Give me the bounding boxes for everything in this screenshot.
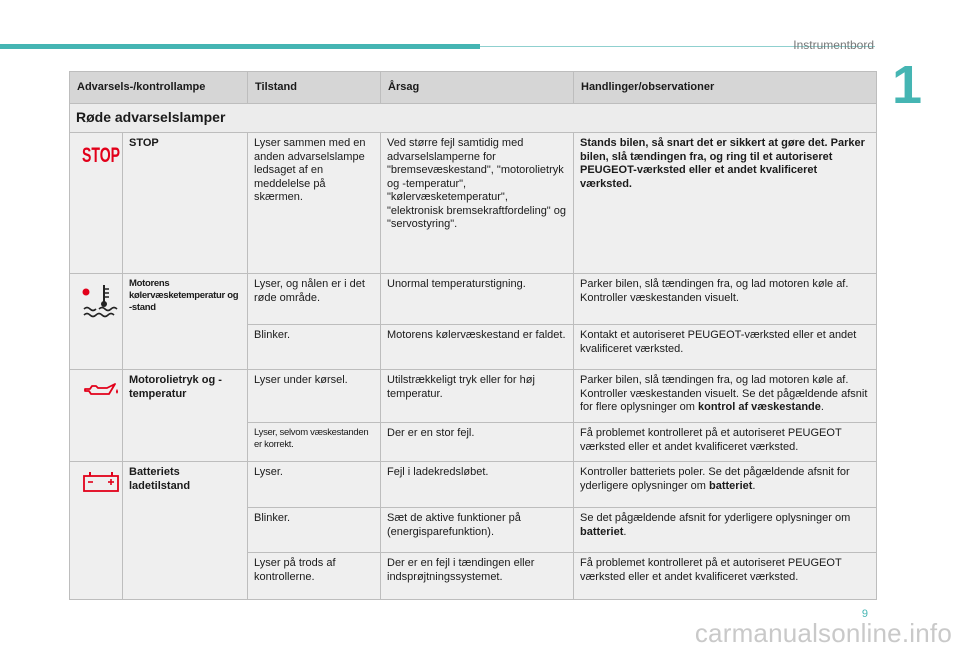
state-cell: Lyser. bbox=[248, 462, 381, 508]
action-text: Kontroller batteriets poler. Se det pågældende afsnit for yderligere oplysninger om bbox=[580, 466, 850, 492]
table-row bbox=[70, 370, 877, 423]
cause-cell: Fejl i ladekredsløbet. bbox=[381, 462, 574, 508]
battery-charge-icon bbox=[82, 471, 122, 493]
watermark: carmanualsonline.info bbox=[694, 618, 952, 648]
column-header-lamp: Advarsels-/kontrollampe bbox=[70, 72, 248, 104]
column-header-cause: Årsag bbox=[381, 72, 574, 104]
action-text-end: . bbox=[820, 401, 824, 413]
action-text: Se det pågældende afsnit for yderligere oplysninger om bbox=[580, 512, 851, 524]
table-row bbox=[70, 133, 877, 274]
table-header-row bbox=[70, 72, 877, 104]
page-number: 9 bbox=[861, 608, 868, 620]
table-row bbox=[70, 462, 877, 508]
state-cell: Blinker. bbox=[248, 325, 381, 370]
stop-icon-cell bbox=[70, 133, 123, 274]
cause-cell: Utilstrækkeligt tryk eller for høj temperatur. bbox=[381, 370, 574, 423]
action-text-end: . bbox=[623, 525, 627, 538]
state-cell: Lyser, selvom væskestanden er korrekt. bbox=[248, 423, 381, 462]
banner-row bbox=[70, 104, 877, 133]
warning-lamps-table bbox=[69, 71, 877, 600]
action-cell: Stands bilen, så snart det er sikkert at gøre det. Parker bilen, slå tændingen fra, og ring til et autoriseret PEUGEOT-værksted eller et andet kvalificeret værksted. bbox=[574, 133, 877, 274]
action-keyword: batteriet bbox=[580, 525, 624, 538]
action-text: Parker bilen, slå tændingen fra, og lad motoren køle af. Kontroller væskestanden visuelt. Se det pågældende afsnit for flere oplysninger om bbox=[580, 374, 868, 413]
lamp-name: Batteriets ladetilstand bbox=[123, 462, 248, 600]
cause-cell: Ved større fejl samtidig med advarselslamperne for "bremsevæskestand", "motorolietryk og -temperatur", "kølervæsketemperatur", "elektronisk bremsekraftfordeling" og "servostyring". bbox=[381, 133, 574, 274]
stop-warning-icon bbox=[82, 142, 122, 166]
state-cell: Lyser sammen med en anden advarselslampe ledsaget af en meddelelse på skærmen. bbox=[248, 133, 381, 274]
coolant-temperature-icon bbox=[82, 283, 122, 319]
state-cell: Blinker. bbox=[248, 508, 381, 553]
oil-pressure-icon bbox=[82, 379, 122, 401]
cause-cell: Der er en stor fejl. bbox=[381, 423, 574, 462]
action-text-end: . bbox=[752, 479, 756, 492]
action-keyword: batteriet bbox=[709, 479, 753, 492]
lamp-name: Motorens kølervæsketemperatur og -stand bbox=[123, 274, 248, 370]
table-row bbox=[70, 274, 877, 325]
coolant-icon-cell bbox=[70, 274, 123, 370]
header-accent-bar bbox=[0, 44, 480, 49]
section-title: Instrumentbord bbox=[793, 38, 874, 52]
lamp-name: Motorolietryk og -temperatur bbox=[123, 370, 248, 462]
action-cell: Kontakt et autoriseret PEUGEOT-værksted eller et andet kvalificeret værksted. bbox=[574, 325, 877, 370]
action-cell: Få problemet kontrolleret på et autoriseret PEUGEOT værksted eller et andet kvalificeret værksted. bbox=[574, 553, 877, 600]
column-header-action: Handlinger/observationer bbox=[574, 72, 877, 104]
action-cell bbox=[574, 508, 877, 553]
cause-cell: Sæt de aktive funktioner på (energisparefunktion). bbox=[381, 508, 574, 553]
cause-cell: Der er en fejl i tændingen eller indsprøjtningssystemet. bbox=[381, 553, 574, 600]
stop-icon-text: STOP bbox=[82, 144, 120, 167]
state-cell: Lyser under kørsel. bbox=[248, 370, 381, 423]
action-cell bbox=[574, 462, 877, 508]
state-cell: Lyser, og nålen er i det røde område. bbox=[248, 274, 381, 325]
chapter-number: 1 bbox=[892, 55, 923, 115]
state-cell: Lyser på trods af kontrollerne. bbox=[248, 553, 381, 600]
oil-icon-cell bbox=[70, 370, 123, 462]
lamp-name: STOP bbox=[123, 133, 248, 274]
cause-cell: Unormal temperaturstigning. bbox=[381, 274, 574, 325]
action-cell bbox=[574, 370, 877, 423]
red-warnings-banner: Røde advarselslamper bbox=[70, 104, 877, 133]
action-cell: Få problemet kontrolleret på et autoriseret PEUGEOT værksted eller et andet kvalificeret værksted. bbox=[574, 423, 877, 462]
action-cell: Parker bilen, slå tændingen fra, og lad motoren køle af. Kontroller væskestanden visuelt. bbox=[574, 274, 877, 325]
battery-icon-cell bbox=[70, 462, 123, 600]
column-header-state: Tilstand bbox=[248, 72, 381, 104]
cause-cell: Motorens kølervæskestand er faldet. bbox=[381, 325, 574, 370]
action-keyword: kontrol af væskestande bbox=[698, 401, 821, 413]
